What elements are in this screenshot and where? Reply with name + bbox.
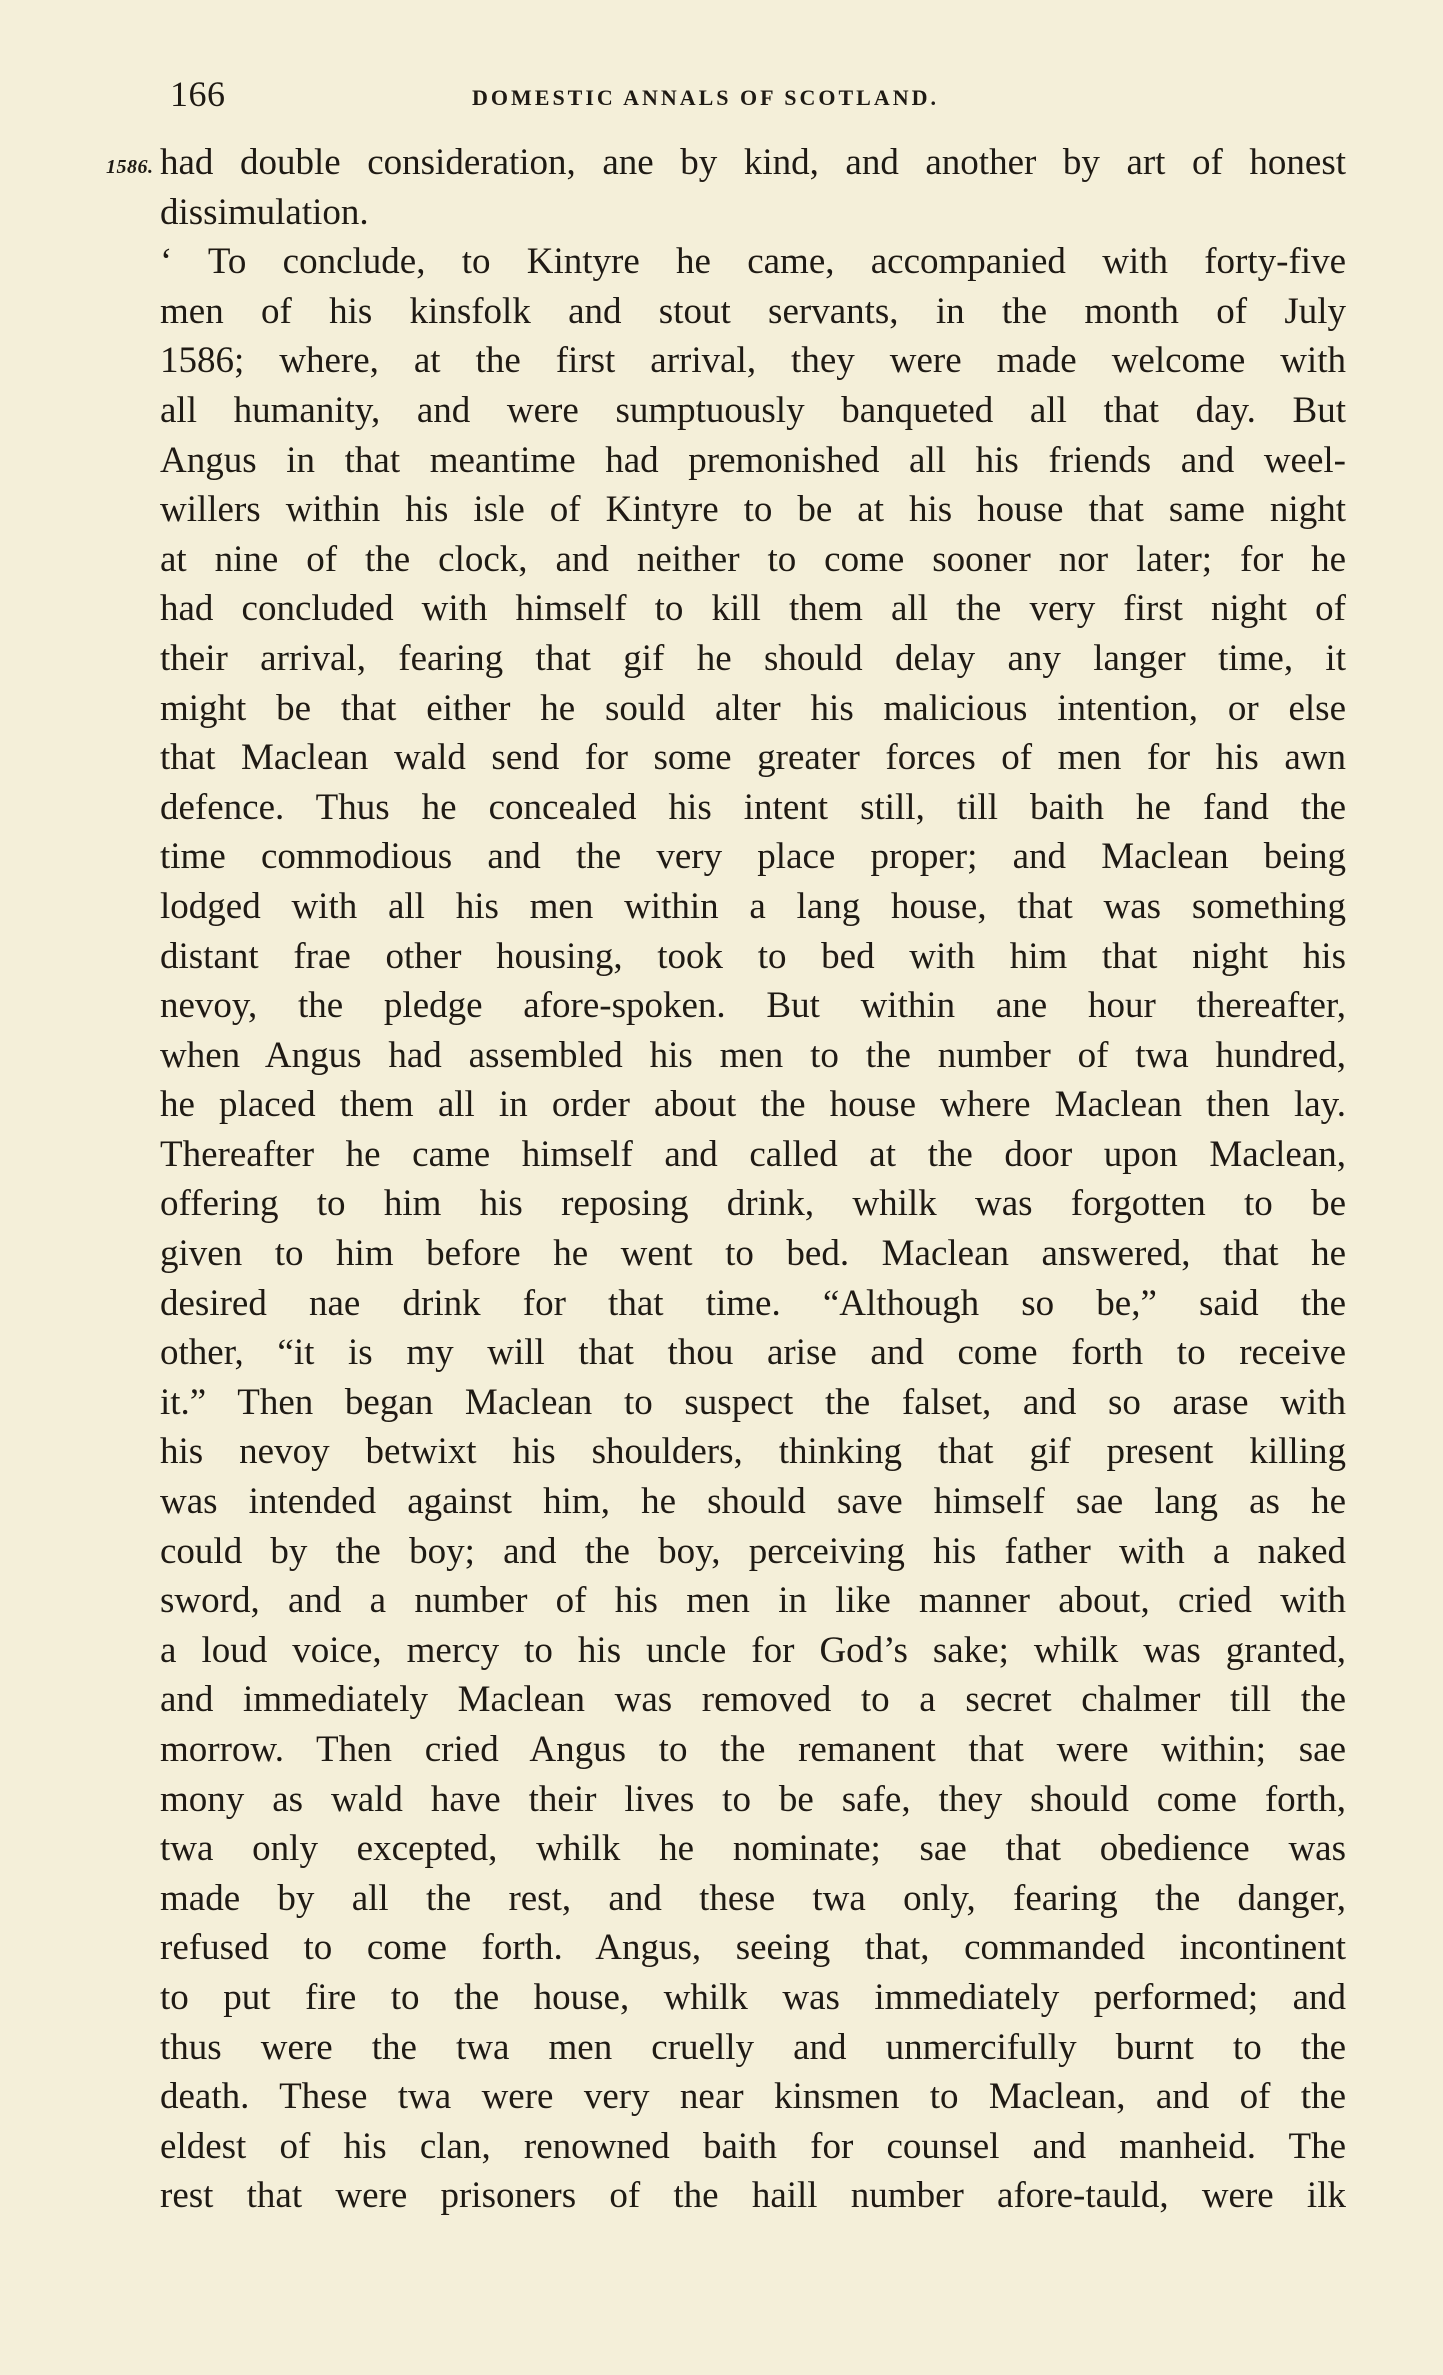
text-line: distant frae other housing, took to bed with him that night his	[160, 935, 1346, 977]
text-line: to put fire to the house, whilk was immediately performed; and	[160, 1976, 1346, 2018]
text-line: nevoy, the pledge afore-spoken. But within ane hour thereafter,	[160, 985, 1346, 1027]
page-number: 166	[170, 74, 226, 114]
text-line: men of his kinsfolk and stout servants, in the month of July	[160, 290, 1346, 332]
text-line: thus were the twa men cruelly and unmercifully burnt to the	[160, 2026, 1346, 2068]
text-line: desired nae drink for that time. “Although so be,” said the	[160, 1282, 1346, 1324]
text-line: offering to him his reposing drink, whilk was forgotten to be	[160, 1183, 1346, 1225]
text-line: when Angus had assembled his men to the number of twa hundred,	[160, 1034, 1346, 1076]
text-line: all humanity, and were sumptuously banqueted all that day. But	[160, 389, 1346, 431]
text-line: rest that were prisoners of the haill number afore-tauld, were ilk	[160, 2175, 1346, 2217]
text-line: was intended against him, he should save himself sae lang as he	[160, 1481, 1346, 1523]
text-line: it.” Then began Maclean to suspect the falset, and so arase with	[160, 1381, 1346, 1423]
text-line: sword, and a number of his men in like manner about, cried with	[160, 1580, 1346, 1622]
text-line: made by all the rest, and these twa only, fearing the danger,	[160, 1877, 1346, 1919]
text-line: could by the boy; and the boy, perceiving his father with a naked	[160, 1530, 1346, 1572]
running-head: DOMESTIC ANNALS OF SCOTLAND.	[472, 85, 940, 110]
text-line: refused to come forth. Angus, seeing that, commanded incontinent	[160, 1927, 1346, 1969]
text-line: a loud voice, mercy to his uncle for God’s sake; whilk was granted,	[160, 1629, 1346, 1671]
text-line: time commodious and the very place proper; and Maclean being	[160, 836, 1346, 878]
body-text	[160, 138, 1346, 2221]
text-line: had double consideration, ane by kind, and another by art of honest	[160, 142, 1346, 183]
text-line: mony as wald have their lives to be safe, they should come forth,	[160, 1778, 1346, 1820]
text-line: his nevoy betwixt his shoulders, thinking that gif present killing	[160, 1431, 1346, 1473]
text-line: he placed them all in order about the house where Maclean then lay.	[160, 1084, 1346, 1126]
text-line: that Maclean wald send for some greater forces of men for his awn	[160, 737, 1346, 779]
text-line: given to him before he went to bed. Maclean answered, that he	[160, 1233, 1346, 1275]
text-line: 1586; where, at the first arrival, they were made welcome with	[160, 340, 1346, 382]
text-line: death. These twa were very near kinsmen to Maclean, and of the	[160, 2076, 1346, 2118]
text-line: Angus in that meantime had premonished all his friends and weel-	[160, 439, 1346, 481]
text-line: other, “it is my will that thou arise and come forth to receive	[160, 1332, 1346, 1374]
page-header	[0, 66, 1443, 122]
margin-year-note: 1586.	[106, 156, 154, 178]
text-line: lodged with all his men within a lang house, that was something	[160, 885, 1346, 927]
text-line: at nine of the clock, and neither to come sooner nor later; for he	[160, 538, 1346, 580]
text-line: had concluded with himself to kill them all the very first night of	[160, 588, 1346, 630]
text-line: willers within his isle of Kintyre to be at his house that same night	[160, 489, 1346, 531]
text-line: eldest of his clan, renowned baith for counsel and manheid. The	[160, 2125, 1346, 2167]
text-line: their arrival, fearing that gif he should delay any langer time, it	[160, 637, 1346, 679]
text-line: Thereafter he came himself and called at the door upon Maclean,	[160, 1133, 1346, 1175]
text-line: defence. Thus he concealed his intent still, till baith he fand the	[160, 786, 1346, 828]
text-line: morrow. Then cried Angus to the remanent that were within; sae	[160, 1729, 1346, 1770]
text-line: twa only excepted, whilk he nominate; sae that obedience was	[160, 1828, 1346, 1870]
text-line: dissimulation.	[160, 191, 369, 233]
text-line: and immediately Maclean was removed to a secret chalmer till the	[160, 1679, 1346, 1721]
text-line: ‘ To conclude, to Kintyre he came, accompanied with forty-five	[160, 241, 1346, 283]
text-line: might be that either he sould alter his malicious intention, or else	[160, 687, 1346, 729]
